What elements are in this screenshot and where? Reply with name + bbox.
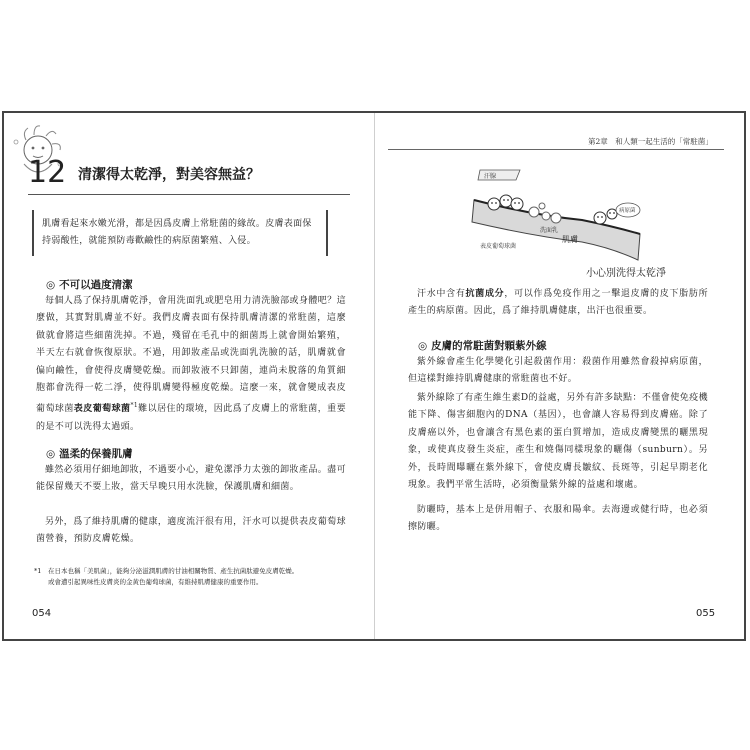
label-sweat-gland: 汗腺	[484, 173, 497, 180]
page-gutter	[374, 113, 375, 639]
label-face-wash: 洗面乳	[540, 227, 559, 234]
paragraph-gentle-care-2: 另外，爲了維持肌膚的健康，適度流汗很有用，汗水可以提供表皮葡萄球菌營養，預防皮膚乾燥。	[36, 517, 346, 545]
pathogen-group	[594, 209, 617, 224]
title-rule	[28, 194, 350, 195]
bullet-icon: ◎	[418, 340, 428, 352]
paragraph-over-cleansing: 每個人爲了保持肌膚乾淨，會用洗面乳或肥皂用力清洗臉部或身體吧？這麼做，其實對肌膚並不好。我們皮膚表面有保持肌膚清潔的常駐菌，這麼做就會將這些細菌洗掉。不過，殘留在毛孔中的細菌馬上就會開始繁殖，半天左右就會恢復原狀。不過，用卸妝產品或洗面乳洗臉的話，肌膚就會偏向鹼性，會使得皮膚變乾燥。而卸妝液不只卸菌，連尚未脫落的角質細胞都會洗得一乾二淨，使得肌膚變得極度乾燥。這麼一來，就會變成表皮葡萄球菌表皮葡萄球菌$^{*1}$難以居住的環境，因此爲了皮膚上的常駐菌，重要的是不可以洗得太過頭。	[36, 296, 346, 432]
skin-bacteria-illustration	[462, 160, 647, 270]
highlight-antibacterial: 抗菌成分	[465, 289, 505, 299]
page-number-left: 054	[32, 608, 52, 619]
section-heading-uv: ◎ 皮膚的常駐菌對顆紫外線	[418, 340, 547, 352]
paragraph-sweat: 汗水中含有抗菌成分，可以作爲免疫作用之一擊退皮膚的皮下脂肪所產生的病原菌。因此，爲了維持肌膚健康，出汗也很重要。	[408, 289, 708, 317]
paragraph-uv-3: 防曬時，基本上是併用帽子、衣服和陽傘。去海邊或健行時，也必須擦防曬。	[408, 505, 708, 533]
bullet-icon: ◎	[46, 279, 56, 291]
paragraph-uv-2: 紫外線除了有產生維生素D的益處，另外有許多缺點：不僅會使免疫機能下降、傷害細胞內的DNA（基因），也會讓人容易得到皮膚癌。除了皮膚癌以外，也會讓含有黑色素的蛋白質增加，造成皮膚變黑的曬黑現象，或使真皮發生炎症，產生和燒傷同樣現象的曬傷（sunburn）。另外，長時間曝曬在紫外線下，會使皮膚長皺紋、長斑等，引起早期老化現象。我們平常生活時，必須衡量紫外線的益處和壞處。	[408, 393, 708, 491]
highlight-term: 表皮葡萄球菌	[73, 404, 131, 415]
section-heading-over-cleansing: ◎ 不可以過度清潔	[46, 279, 133, 291]
footnote-mark: *1	[34, 567, 42, 575]
label-bacteria: 表皮葡萄球菌	[480, 243, 517, 250]
label-pathogen: 病原菌	[619, 208, 636, 214]
bullet-icon: ◎	[46, 448, 56, 460]
chapter-title: 清潔得太乾淨，對美容無益？	[78, 167, 260, 183]
illustration-caption: 小心別洗得太乾淨	[586, 268, 666, 279]
running-head: 第2章 和人類一起生活的「常駐菌」	[588, 137, 713, 146]
section-heading-gentle-care: ◎ 溫柔的保養肌膚	[46, 448, 133, 460]
intro-text: 汗水中含有	[417, 289, 466, 299]
chapter-summary: 肌膚看起來水嫩光滑，都是因爲皮膚上常駐菌的緣故。皮膚表面保持弱酸性，就能預防毒歡鹼性的病原菌繁殖、入侵。	[32, 210, 328, 256]
chapter-number: 12	[28, 155, 67, 190]
footnote	[36, 566, 346, 588]
footnote-line-2: 或會遭引起異味性皮膚炎的金黃色葡萄球菌，有維持肌膚健康的重要作用。	[48, 578, 263, 586]
running-head-rule	[388, 149, 724, 150]
page-number-right: 055	[696, 608, 716, 619]
footnote-line-1: 在日本也稱「美肌菌」，能夠分泌滋潤肌膚的甘油相關物質、產生抗菌肽避免皮膚乾燥。	[48, 567, 299, 575]
paragraph-gentle-care-1: 雖然必須用仔細地卸妝，不過要小心，避免潔淨力太強的卸妝產品。盡可能保留幾天不要上妝，當天早晚只用水洗臉，保護肌膚和細菌。	[36, 465, 346, 493]
footnote-ref: *1	[130, 402, 139, 410]
label-skin: 肌膚	[562, 235, 578, 244]
paragraph-uv-1: 紫外線會產生化學變化引起殺菌作用：殺菌作用雖然會殺掉病原菌，但這樣對維持肌膚健康的常駐菌也不好。	[408, 357, 708, 385]
